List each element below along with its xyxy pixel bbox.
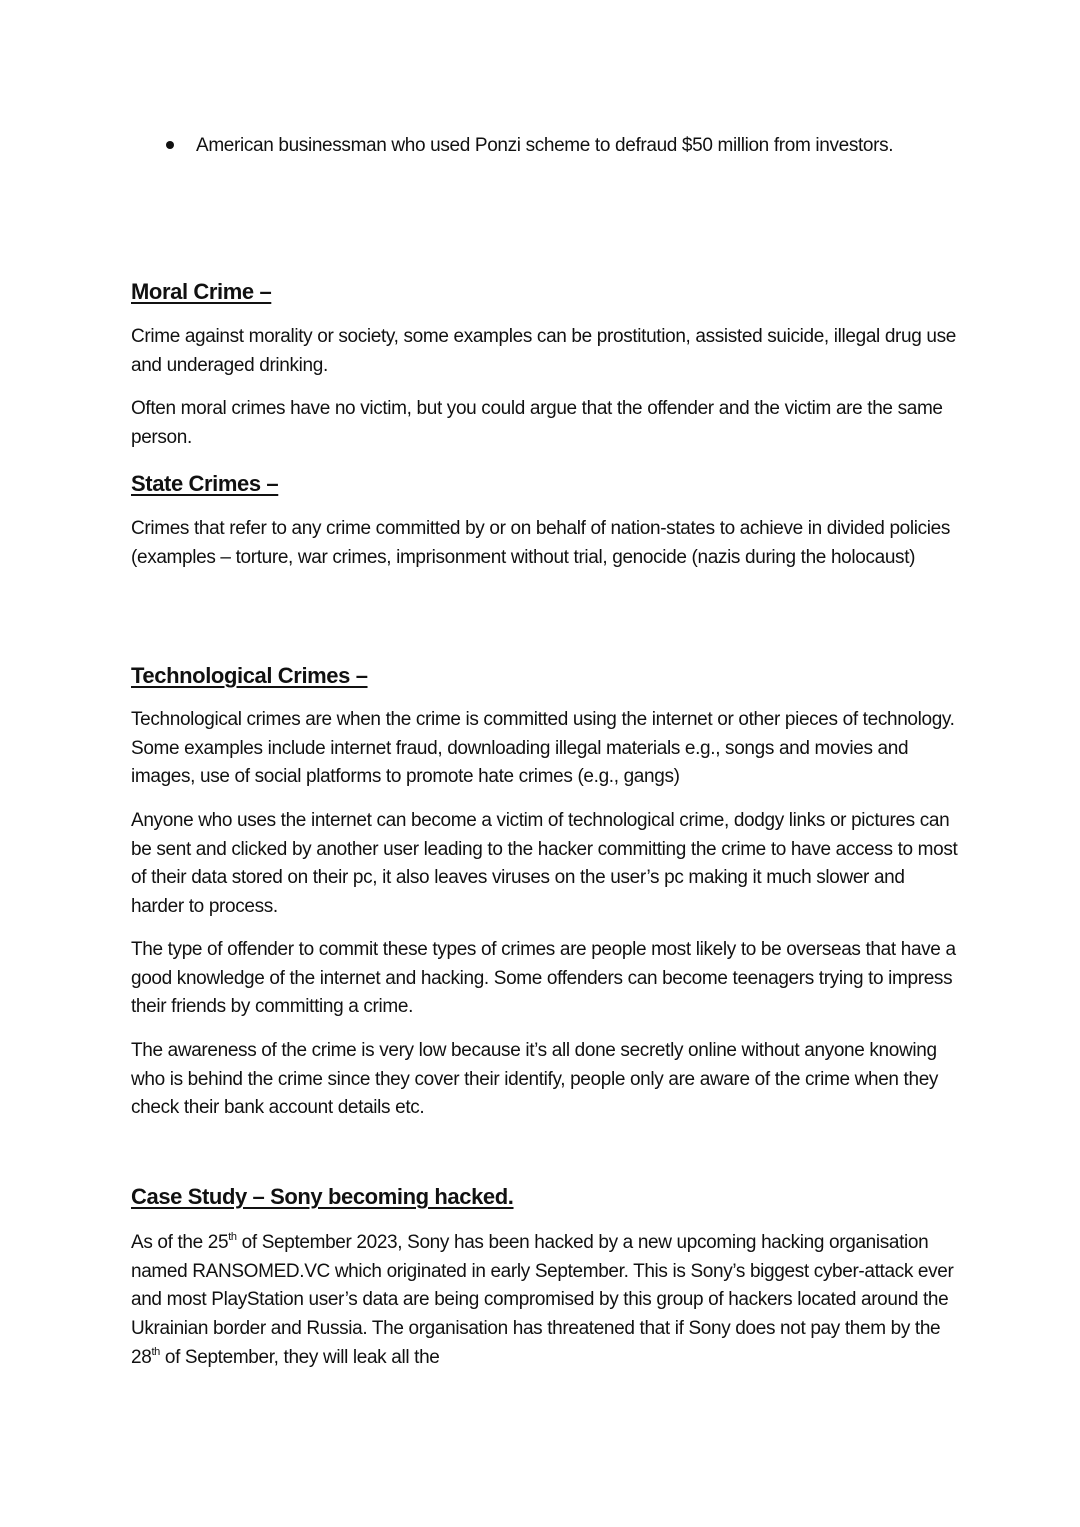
paragraph-tech-2: Anyone who uses the internet can become a victim of technological crime, dodgy links or pictures can be sent and clicked by another user leading to the hacker committing the crime to have access to most of their data stored on their pc, it also leaves viruses on the user’s pc making it much slower and harder to process. xyxy=(131,810,958,918)
case-study-text-1: As of the 25 xyxy=(131,1232,229,1253)
bullet-icon xyxy=(160,131,196,160)
heading-technological-crimes: Technological Crimes – xyxy=(131,663,368,688)
paragraph-case-study xyxy=(131,1229,961,1373)
paragraph-tech-4: The awareness of the crime is very low because it’s all done secretly online without anyone knowing who is behind the crime since they cover their identify, people only are aware of the crime when they check their bank account details etc. xyxy=(131,1040,939,1119)
ordinal-suffix: th xyxy=(228,1231,237,1243)
ordinal-suffix: th xyxy=(151,1345,160,1358)
paragraph-tech-1: Technological crimes are when the crime is committed using the internet or other pieces of technology. Some examples include internet fraud, downloading illegal materials e.g., songs and movies and images, use of social platforms to promote hate crimes (e.g., gangs) xyxy=(131,709,955,788)
paragraph-tech-3: The type of offender to commit these types of crimes are people most likely to be overseas that have a good knowledge of the internet and hacking. Some offenders can become teenagers trying to impress their friends by committing a crime. xyxy=(131,939,956,1018)
paragraph-state-1: Crimes that refer to any crime committed by or on behalf of nation-states to achieve in divided policies (examples – torture, war crimes, imprisonment without trial, genocide (nazis during the holocaust) xyxy=(131,518,951,568)
bullet-text: American businessman who used Ponzi scheme to defraud $50 million from investors. xyxy=(196,135,894,156)
heading-moral-crime: Moral Crime – xyxy=(131,279,272,304)
heading-state-crimes: State Crimes – xyxy=(131,471,279,496)
paragraph-moral-2: Often moral crimes have no victim, but you could argue that the offender and the victim are the same person. xyxy=(131,398,943,448)
bullet-list-item xyxy=(160,131,920,160)
case-study-text-3: of September, they will leak all the xyxy=(159,1346,440,1368)
heading-case-study: Case Study – Sony becoming hacked. xyxy=(131,1184,514,1209)
case-study-text-2: of September 2023, Sony has been hacked by a new upcoming hacking organisation named RANSOMED.VC which originated in early September. This is Sony’s biggest cyber-attack ever and most PlayStation user’s data are being compromised by this group of hackers located around the Ukrainian border and Russia. The organisation has threatened that if Sony does not pay them by the 28 xyxy=(131,1232,954,1368)
paragraph-moral-1: Crime against morality or society, some examples can be prostitution, assisted suicide, illegal drug use and underaged drinking. xyxy=(131,326,956,376)
